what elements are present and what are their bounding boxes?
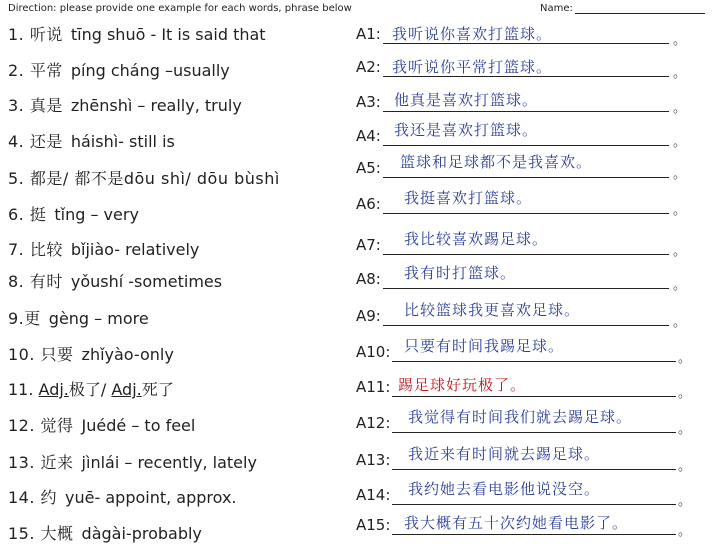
answer-label: A8:: [356, 270, 381, 288]
answer-label: A9:: [356, 307, 381, 325]
answer-period: 。: [673, 278, 687, 293]
vocab-item-10: 10. 只要 zhǐyào-only: [8, 345, 174, 364]
vocab-item-4: 4. 还是 háishì- still is: [8, 132, 175, 151]
answer-blank[interactable]: [383, 213, 669, 214]
answer-text: 我还是喜欢打篮球。: [394, 121, 539, 139]
answer-text: 我大概有五十次约她看电影了。: [404, 514, 629, 532]
answer-row-11: [356, 376, 692, 401]
answer-row-1: [356, 25, 687, 48]
name-blank[interactable]: [575, 4, 705, 14]
answer-text: 他真是喜欢打篮球。: [394, 91, 539, 109]
answer-blank[interactable]: [383, 145, 669, 146]
answer-period: 。: [673, 135, 687, 150]
answer-period: 。: [673, 101, 687, 116]
answer-text: 比较篮球我更喜欢足球。: [404, 301, 581, 319]
answer-label: A3:: [356, 93, 381, 111]
answer-period: 。: [678, 351, 692, 366]
vocab-item-1: 1. 听说 tīng shuō - It is said that: [8, 25, 266, 44]
answer-row-6: [356, 189, 687, 218]
answer-row-2: [356, 58, 687, 81]
answer-label: A6:: [356, 195, 381, 213]
vocab-item-7: 7. 比较 bǐjiào- relatively: [8, 240, 200, 259]
answer-row-4: [356, 121, 687, 150]
answer-blank[interactable]: [383, 288, 669, 289]
answer-text: 踢足球好玩极了。: [398, 376, 527, 394]
vocab-item-5: 5. 都是/ 都不是dōu shì/ dōu bùshì: [8, 169, 280, 188]
answer-row-9: [356, 301, 687, 330]
answer-blank[interactable]: [392, 396, 676, 397]
vocab-item-9: 9.更 gèng – more: [8, 309, 149, 328]
vocab-item-2: 2. 平常 píng cháng –usually: [8, 61, 230, 80]
answer-label: A14:: [356, 486, 391, 504]
answer-label: A5:: [356, 159, 381, 177]
answer-row-15: [356, 514, 692, 539]
answer-period: 。: [678, 422, 692, 437]
answer-period: 。: [673, 315, 687, 330]
name-field[interactable]: [540, 3, 705, 14]
answer-blank[interactable]: [383, 254, 669, 255]
answer-text: 我听说你平常打篮球。: [392, 58, 553, 76]
answer-label: A4:: [356, 127, 381, 145]
answer-text: 我近来有时间就去踢足球。: [408, 445, 601, 463]
answer-period: 。: [673, 66, 687, 81]
answer-row-3: [356, 91, 687, 116]
answer-blank[interactable]: [383, 177, 669, 178]
answer-period: 。: [673, 167, 687, 182]
answer-period: 。: [678, 494, 692, 509]
answer-text: 篮球和足球都不是我喜欢。: [400, 153, 593, 171]
answer-text: 我听说你喜欢打篮球。: [392, 25, 553, 43]
answer-blank[interactable]: [383, 111, 669, 112]
answer-label: A13:: [356, 451, 391, 469]
answer-label: A7:: [356, 236, 381, 254]
vocab-item-14: 14. 约 yuē- appoint, approx.: [8, 488, 237, 507]
answer-blank[interactable]: [392, 504, 676, 505]
answer-text: 我觉得有时间我们就去踢足球。: [408, 408, 633, 426]
vocab-item-15: 15. 大概 dàgài-probably: [8, 524, 202, 543]
answer-blank[interactable]: [392, 469, 676, 470]
answer-text: 我有时打篮球。: [404, 264, 517, 282]
answer-row-5: [356, 153, 687, 182]
name-label: Name:: [540, 3, 573, 14]
answer-blank[interactable]: [392, 432, 676, 433]
answer-text: 我比较喜欢踢足球。: [404, 230, 549, 248]
vocab-item-13: 13. 近来 jìnlái – recently, lately: [8, 453, 257, 472]
answer-row-12: [356, 408, 692, 437]
answer-period: 。: [678, 459, 692, 474]
answer-period: 。: [673, 244, 687, 259]
answer-text: 只要有时间我踢足球。: [404, 337, 565, 355]
directions-text: Direction: please provide one example for each words, phrase below: [8, 3, 352, 14]
answer-period: 。: [678, 386, 692, 401]
answer-label: A15:: [356, 516, 391, 534]
answer-blank[interactable]: [392, 534, 676, 535]
answer-row-8: [356, 264, 687, 293]
answer-row-10: [356, 337, 692, 366]
answer-period: 。: [673, 203, 687, 218]
vocab-item-3: 3. 真是 zhēnshì – really, truly: [8, 96, 242, 115]
answer-text: 我挺喜欢打篮球。: [404, 189, 533, 207]
answer-period: 。: [673, 33, 687, 48]
answer-blank[interactable]: [392, 361, 676, 362]
answer-label: A2:: [356, 58, 381, 76]
answer-row-7: [356, 230, 687, 259]
answer-label: A10:: [356, 343, 391, 361]
answer-row-14: [356, 480, 692, 509]
answer-text: 我约她去看电影他说没空。: [408, 480, 601, 498]
vocab-item-12: 12. 觉得 Juédé – to feel: [8, 416, 196, 435]
vocab-item-11: 11. Adj.极了/ Adj.死了: [8, 380, 174, 399]
vocab-item-6: 6. 挺 tǐng – very: [8, 205, 139, 224]
answer-period: 。: [678, 524, 692, 539]
answer-blank[interactable]: [383, 325, 669, 326]
vocab-item-8: 8. 有时 yǒushí -sometimes: [8, 272, 223, 291]
answer-label: A1:: [356, 25, 381, 43]
answer-label: A12:: [356, 414, 391, 432]
answer-label: A11:: [356, 378, 391, 396]
answer-row-13: [356, 445, 692, 474]
